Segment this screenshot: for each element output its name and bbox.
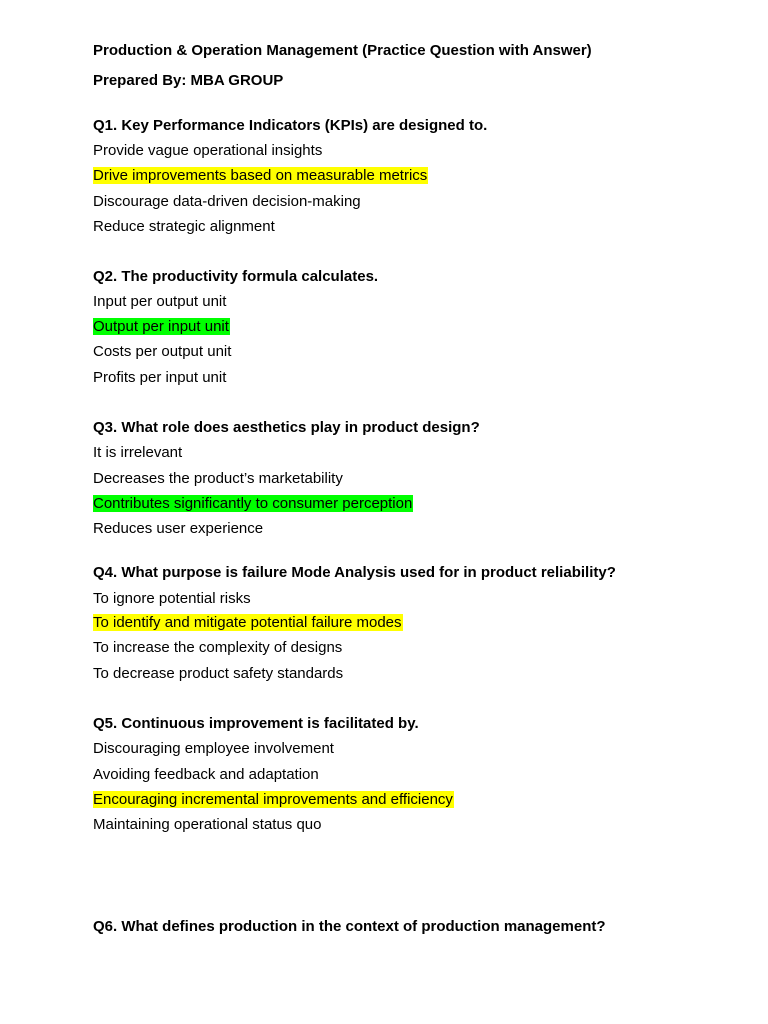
- q4-option-3: To increase the complexity of designs: [93, 639, 343, 656]
- question-1: Q1. Key Performance Indicators (KPIs) are designed to.: [93, 117, 488, 134]
- answer-highlight: To identify and mitigate potential failure modes: [93, 614, 402, 631]
- document-title: Production & Operation Management (Practice Question with Answer): [93, 42, 592, 59]
- question-6: Q6. What defines production in the context of production management?: [93, 918, 606, 935]
- q1-option-1: Provide vague operational insights: [93, 142, 323, 159]
- answer-highlight: Encouraging incremental improvements and efficiency: [93, 791, 453, 808]
- q4-option-1: To ignore potential risks: [93, 590, 251, 607]
- q5-option-2: Avoiding feedback and adaptation: [93, 766, 319, 783]
- q1-option-3: Discourage data-driven decision-making: [93, 193, 361, 210]
- q2-option-2-answer: [93, 318, 230, 336]
- q2-option-1: Input per output unit: [93, 293, 227, 310]
- question-4: Q4. What purpose is failure Mode Analysis used for in product reliability?: [93, 564, 616, 581]
- q5-option-1: Discouraging employee involvement: [93, 740, 334, 757]
- q2-option-4: Profits per input unit: [93, 369, 227, 386]
- q2-option-3: Costs per output unit: [93, 343, 232, 360]
- q3-option-1: It is irrelevant: [93, 444, 183, 461]
- answer-highlight: Contributes significantly to consumer perception: [93, 495, 413, 512]
- q1-option-2-answer: [93, 167, 428, 185]
- question-2: Q2. The productivity formula calculates.: [93, 268, 379, 285]
- q3-option-3-answer: [93, 495, 413, 513]
- question-3: Q3. What role does aesthetics play in product design?: [93, 419, 480, 436]
- q4-option-2-answer: [93, 614, 403, 632]
- answer-highlight: Drive improvements based on measurable metrics: [93, 167, 428, 184]
- q5-option-4: Maintaining operational status quo: [93, 816, 322, 833]
- q5-option-3-answer: [93, 791, 454, 809]
- q1-option-4: Reduce strategic alignment: [93, 218, 275, 235]
- answer-highlight: Output per input unit: [93, 318, 229, 335]
- prepared-by: Prepared By: MBA GROUP: [93, 72, 284, 89]
- q3-option-2: Decreases the product’s marketability: [93, 470, 343, 487]
- q3-option-4: Reduces user experience: [93, 520, 264, 537]
- question-5: Q5. Continuous improvement is facilitated by.: [93, 715, 419, 732]
- q4-option-4: To decrease product safety standards: [93, 665, 344, 682]
